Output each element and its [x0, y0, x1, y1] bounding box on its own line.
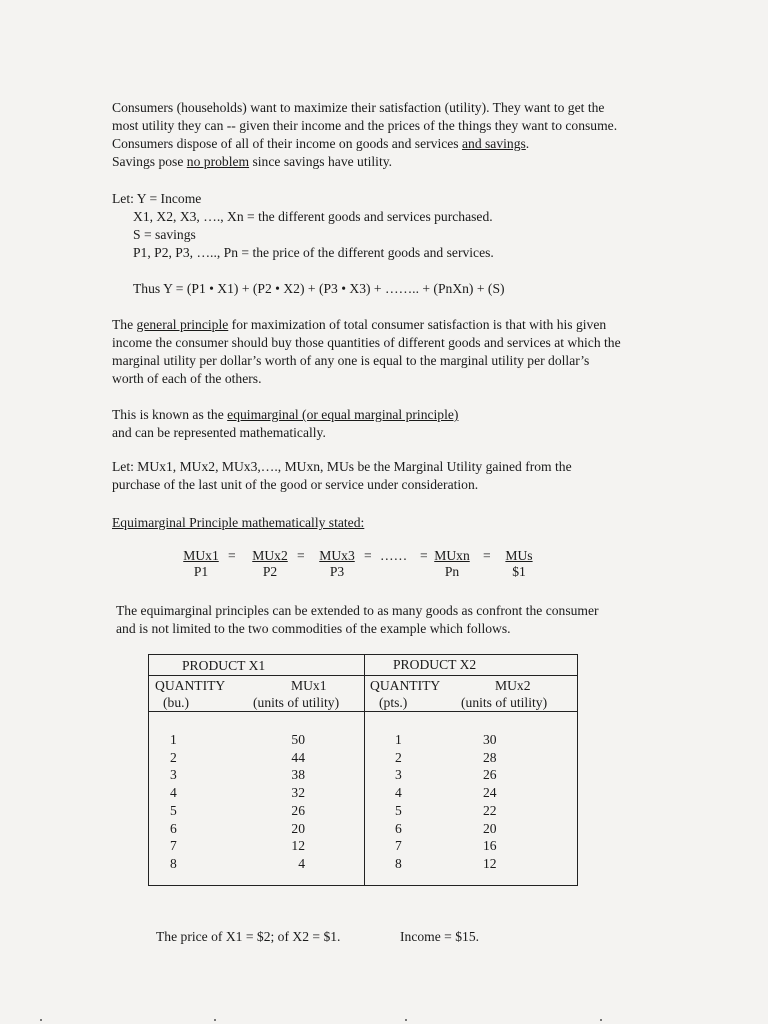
let-savings: S = savings — [133, 227, 196, 242]
table-cell: 1 — [395, 732, 402, 747]
product-x1-title: PRODUCT X1 — [182, 658, 266, 673]
table-cell: 4 — [395, 785, 402, 801]
intro-line-3: Consumers dispose of all of their income on goods and services — [112, 136, 459, 151]
extended-paragraph: The equimarginal principles can be extended to as many goods as confront the consumer and is not limited to the two commodities of the example which follows. — [116, 603, 599, 636]
equimarginal-heading: Equimarginal Principle mathematically stated: — [112, 515, 365, 530]
x2-mu-unit: (units of utility) — [461, 695, 548, 710]
table-cell: 26 — [483, 767, 497, 783]
fraction-mux2: MUx2 P2 — [252, 548, 288, 579]
table-cell: 4 — [170, 785, 177, 801]
x1-quantity-unit: (bu.) — [163, 695, 190, 710]
equimarginal-intro: This is known as the equimarginal (or equal marginal principle) and can be represented mathematically. — [112, 407, 459, 440]
table-cell: 5 — [395, 802, 402, 818]
table-cell: 2 — [170, 749, 177, 765]
savings-lead: Savings pose — [112, 154, 184, 169]
table-cell: 4 — [298, 855, 305, 871]
intro-line-2: most utility they can -- given their income and the prices of the things they want to consume. — [112, 118, 618, 133]
scan-speck — [600, 1019, 602, 1021]
income-statement: Income = $15. — [400, 929, 480, 944]
table-cell: 44 — [291, 749, 305, 765]
fraction-mus: MUs $1 — [505, 548, 533, 579]
table-cell: 38 — [291, 767, 305, 783]
utility-table — [148, 654, 578, 886]
x1-mu-unit: (units of utility) — [253, 695, 340, 710]
table-cell: 7 — [170, 838, 177, 854]
table-cell: 22 — [483, 802, 497, 818]
x2-mu-header: MUx2 — [495, 678, 531, 693]
fraction-mux1: MUx1 P1 — [183, 548, 219, 579]
equimarginal-underlined: equimarginal (or equal marginal principle) — [227, 407, 459, 422]
price-statement: The price of X1 = $2; of X2 = $1. — [156, 929, 341, 944]
table-cell: 6 — [170, 820, 177, 836]
let-definitions — [112, 190, 494, 262]
x1-quantity-column — [170, 731, 177, 873]
product-x2-title: PRODUCT X2 — [393, 657, 477, 672]
x1-quantity-header: QUANTITY — [155, 678, 226, 693]
table-cell: 5 — [170, 802, 177, 818]
scan-speck — [405, 1019, 407, 1021]
general-principle-underlined: general principle — [136, 317, 229, 332]
table-cell: 8 — [170, 855, 177, 871]
table-cell: 3 — [170, 767, 177, 783]
x2-quantity-column — [395, 731, 402, 873]
table-cell: 28 — [483, 749, 497, 765]
table-cell: 26 — [291, 802, 305, 818]
document-page: Consumers (households) want to maximize their satisfaction (utility). They want to get the most utility they can -- given their income and the prices of the things they want to consume. Consumers dispose of all of their income on goods and services and savings. Savings pose no problem since savings have utility. Let: Y = Income X1, X2, X3, …., Xn = the different goods and services purchased. S = savings P1, P2, P3, ….., Pn = the price of the different goods and services. Thus Y = (P1 • X1) + (P2 • X2) + (P3 • X3) + …….. + (PnXn) + (S) The general principle for maximization of total consumer satisfaction is that with his given income the consumer should buy those quantities of different goods and services at which the marginal utility per dollar’s worth of any one is equal to the marginal utility per dollar’s worth of each of the others. This is known as the equimarginal (or equal marginal principle) and can be represented mathematically. Let: MUx1, MUx2, MUx3,…., MUxn, MUs be the Marginal Utility gained from the purchase of the last unit of the good or service under consideration. Equimarginal Principle mathematically stated: MUx1 P1 = MUx2 P2 = MUx3 P3 = …… = MUxn Pn = MUs $1 The equimarginal principles can be extended to as many goods as confront the consumer and is not limited to the two commodities of the example which follows. PRODUCT X1 PRODUCT X2 QUANTITY (bu.) MUx1 (units of utility) QUANTITY (pts.) MUx2 (units of utility) 1 2 3 4 5 6 7 8 50 44 38 32 26 20 12 4 1 2 3 4 5 6 7 8 30 28 26 24 22 20 16 12 The price of X1 = $2; of X2 = $1. Income = $15. — [0, 0, 768, 1024]
x1-mu-header: MUx1 — [291, 678, 327, 693]
x1-mu-column — [279, 731, 305, 873]
table-cell: 6 — [395, 820, 402, 836]
table-cell: 8 — [395, 855, 402, 871]
table-cell: 2 — [395, 749, 402, 765]
table-cell: 24 — [483, 785, 497, 801]
let-income: Let: Y = Income — [112, 191, 202, 206]
no-problem-underlined: no problem — [186, 154, 250, 169]
and-savings-underlined: and savings — [461, 136, 526, 151]
scan-speck — [214, 1019, 216, 1021]
let-goods: X1, X2, X3, …., Xn = the different goods and services purchased. — [133, 209, 493, 224]
x2-quantity-header: QUANTITY — [370, 678, 441, 693]
table-cell: 12 — [483, 855, 497, 871]
table-cell: 32 — [291, 785, 305, 801]
fraction-mux3: MUx3 P3 — [319, 548, 355, 579]
fraction-muxn: MUxn Pn — [434, 548, 470, 579]
table-cell: 3 — [395, 767, 402, 783]
intro-paragraph: Consumers (households) want to maximize their satisfaction (utility). They want to get the most utility they can -- given their income and the prices of the things they want to consume. Consumers dispose of all of their income on goods and services and savings. Savings pose no problem since savings have utility. — [112, 100, 618, 169]
intro-line-1: Consumers (households) want to maximize their satisfaction (utility). They want to get the — [112, 100, 605, 115]
table-cell: 50 — [291, 732, 305, 747]
table-cell: 20 — [483, 820, 497, 836]
table-cell: 30 — [483, 732, 497, 747]
scan-speck — [40, 1019, 42, 1021]
general-principle-paragraph: The general principle for maximization of total consumer satisfaction is that with his given income the consumer should buy those quantities of different goods and services at which the marginal utility per dollar’s worth of any one is equal to the marginal utility per dollar’s worth of each of the others. — [112, 317, 621, 386]
marginal-utility-definition: Let: MUx1, MUx2, MUx3,…., MUxn, MUs be the Marginal Utility gained from the purchase of the last unit of the good or service under consideration. — [112, 459, 572, 492]
table-cell: 1 — [170, 732, 177, 747]
table-cell: 7 — [395, 838, 402, 854]
table-cell: 20 — [291, 820, 305, 836]
table-cell: 12 — [291, 838, 305, 854]
budget-equation: Thus Y = (P1 • X1) + (P2 • X2) + (P3 • X3) + …….. + (PnXn) + (S) — [133, 281, 505, 296]
x2-mu-column — [483, 731, 497, 873]
table-cell: 16 — [483, 838, 497, 854]
x2-quantity-unit: (pts.) — [379, 695, 408, 710]
let-prices: P1, P2, P3, ….., Pn = the price of the different goods and services. — [133, 245, 494, 260]
